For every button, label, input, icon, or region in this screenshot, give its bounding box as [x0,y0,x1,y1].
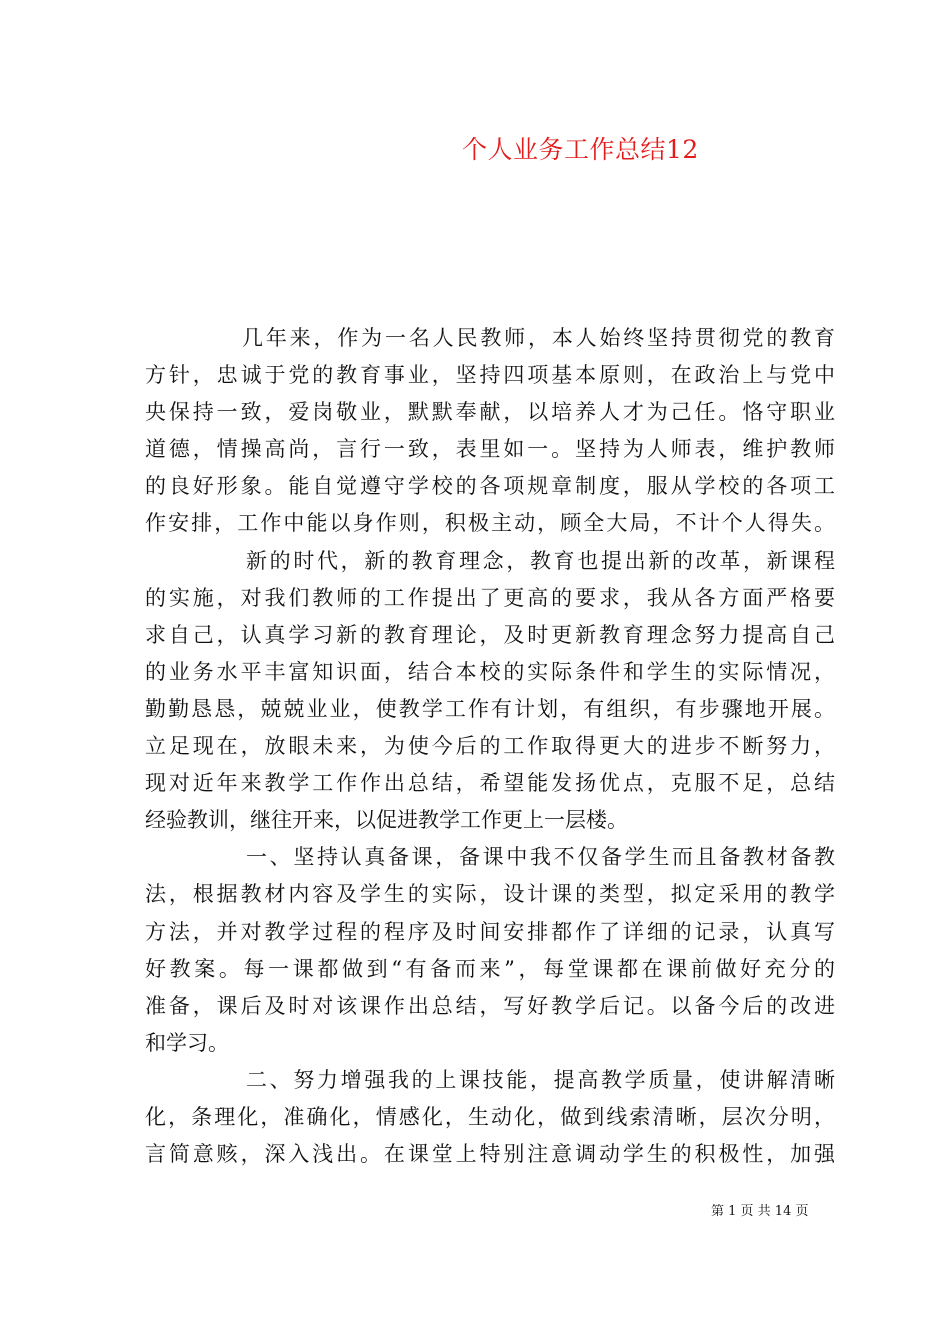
page-number-footer: 第 1 页 共 14 页 [711,1204,809,1219]
paragraph-1-line: 方针，忠诚于党的教育事业，坚持四项基本原则，在政治上与党中 [145,363,835,388]
paragraph-3-line: 好教案。每一课都做到“有备而来”，每堂课都在课前做好充分的 [145,956,835,981]
paragraph-2-line: 立足现在，放眼未来，为使今后的工作取得更大的进步不断努力， [145,734,835,759]
paragraph-4-line: 言简意赅，深入浅出。在课堂上特别注意调动学生的积极性，加强 [145,1142,835,1167]
paragraph-1-line: 几年来，作为一名人民教师，本人始终坚持贯彻党的教育 [242,326,835,350]
paragraph-3-line: 法，根据教材内容及学生的实际，设计课的类型，拟定采用的教学 [145,882,835,907]
paragraph-2-line: 的业务水平丰富知识面，结合本校的实际条件和学生的实际情况， [145,659,835,684]
paragraph-2-line: 勤勤恳恳，兢兢业业，使教学工作有计划，有组织，有步骤地开展。 [145,696,835,721]
paragraph-3-line: 方法，并对教学过程的程序及时间安排都作了详细的记录，认真写 [145,919,835,944]
paragraph-1-line: 的良好形象。能自觉遵守学校的各项规章制度，服从学校的各项工 [145,474,835,499]
paragraph-4-line: 二、努力增强我的上课技能，提高教学质量，使讲解清晰 [246,1067,835,1092]
paragraph-3-line: 和学习。 [145,1030,229,1055]
paragraph-2-line: 新的时代，新的教育理念，教育也提出新的改革，新课程 [246,548,835,573]
paragraph-2-line: 经验教训，继往开来，以促进教学工作更上一层楼。 [145,808,628,833]
paragraph-1-line: 道德，情操高尚，言行一致，表里如一。坚持为人师表，维护教师 [145,437,835,462]
paragraph-2-line: 现对近年来教学工作作出总结，希望能发扬优点，克服不足，总结 [145,771,835,796]
paragraph-3-line: 一、坚持认真备课，备课中我不仅备学生而且备教材备教 [246,845,835,870]
paragraph-2-line: 的实施，对我们教师的工作提出了更高的要求，我从各方面严格要 [145,585,835,610]
paragraph-1-line: 作安排，工作中能以身作则，积极主动，顾全大局，不计个人得失。 [145,511,835,536]
paragraph-2-line: 求自己，认真学习新的教育理论，及时更新教育理念努力提高自己 [145,622,835,647]
document-title: 个人业务工作总结12 [462,135,699,164]
paragraph-1-line: 央保持一致，爱岗敬业，默默奉献，以培养人才为己任。恪守职业 [145,400,835,425]
document-body [145,320,835,1173]
paragraph-4-line: 化，条理化，准确化，情感化，生动化，做到线索清晰，层次分明， [145,1104,835,1129]
paragraph-3-line: 准备，课后及时对该课作出总结，写好教学后记。以备今后的改进 [145,993,835,1018]
